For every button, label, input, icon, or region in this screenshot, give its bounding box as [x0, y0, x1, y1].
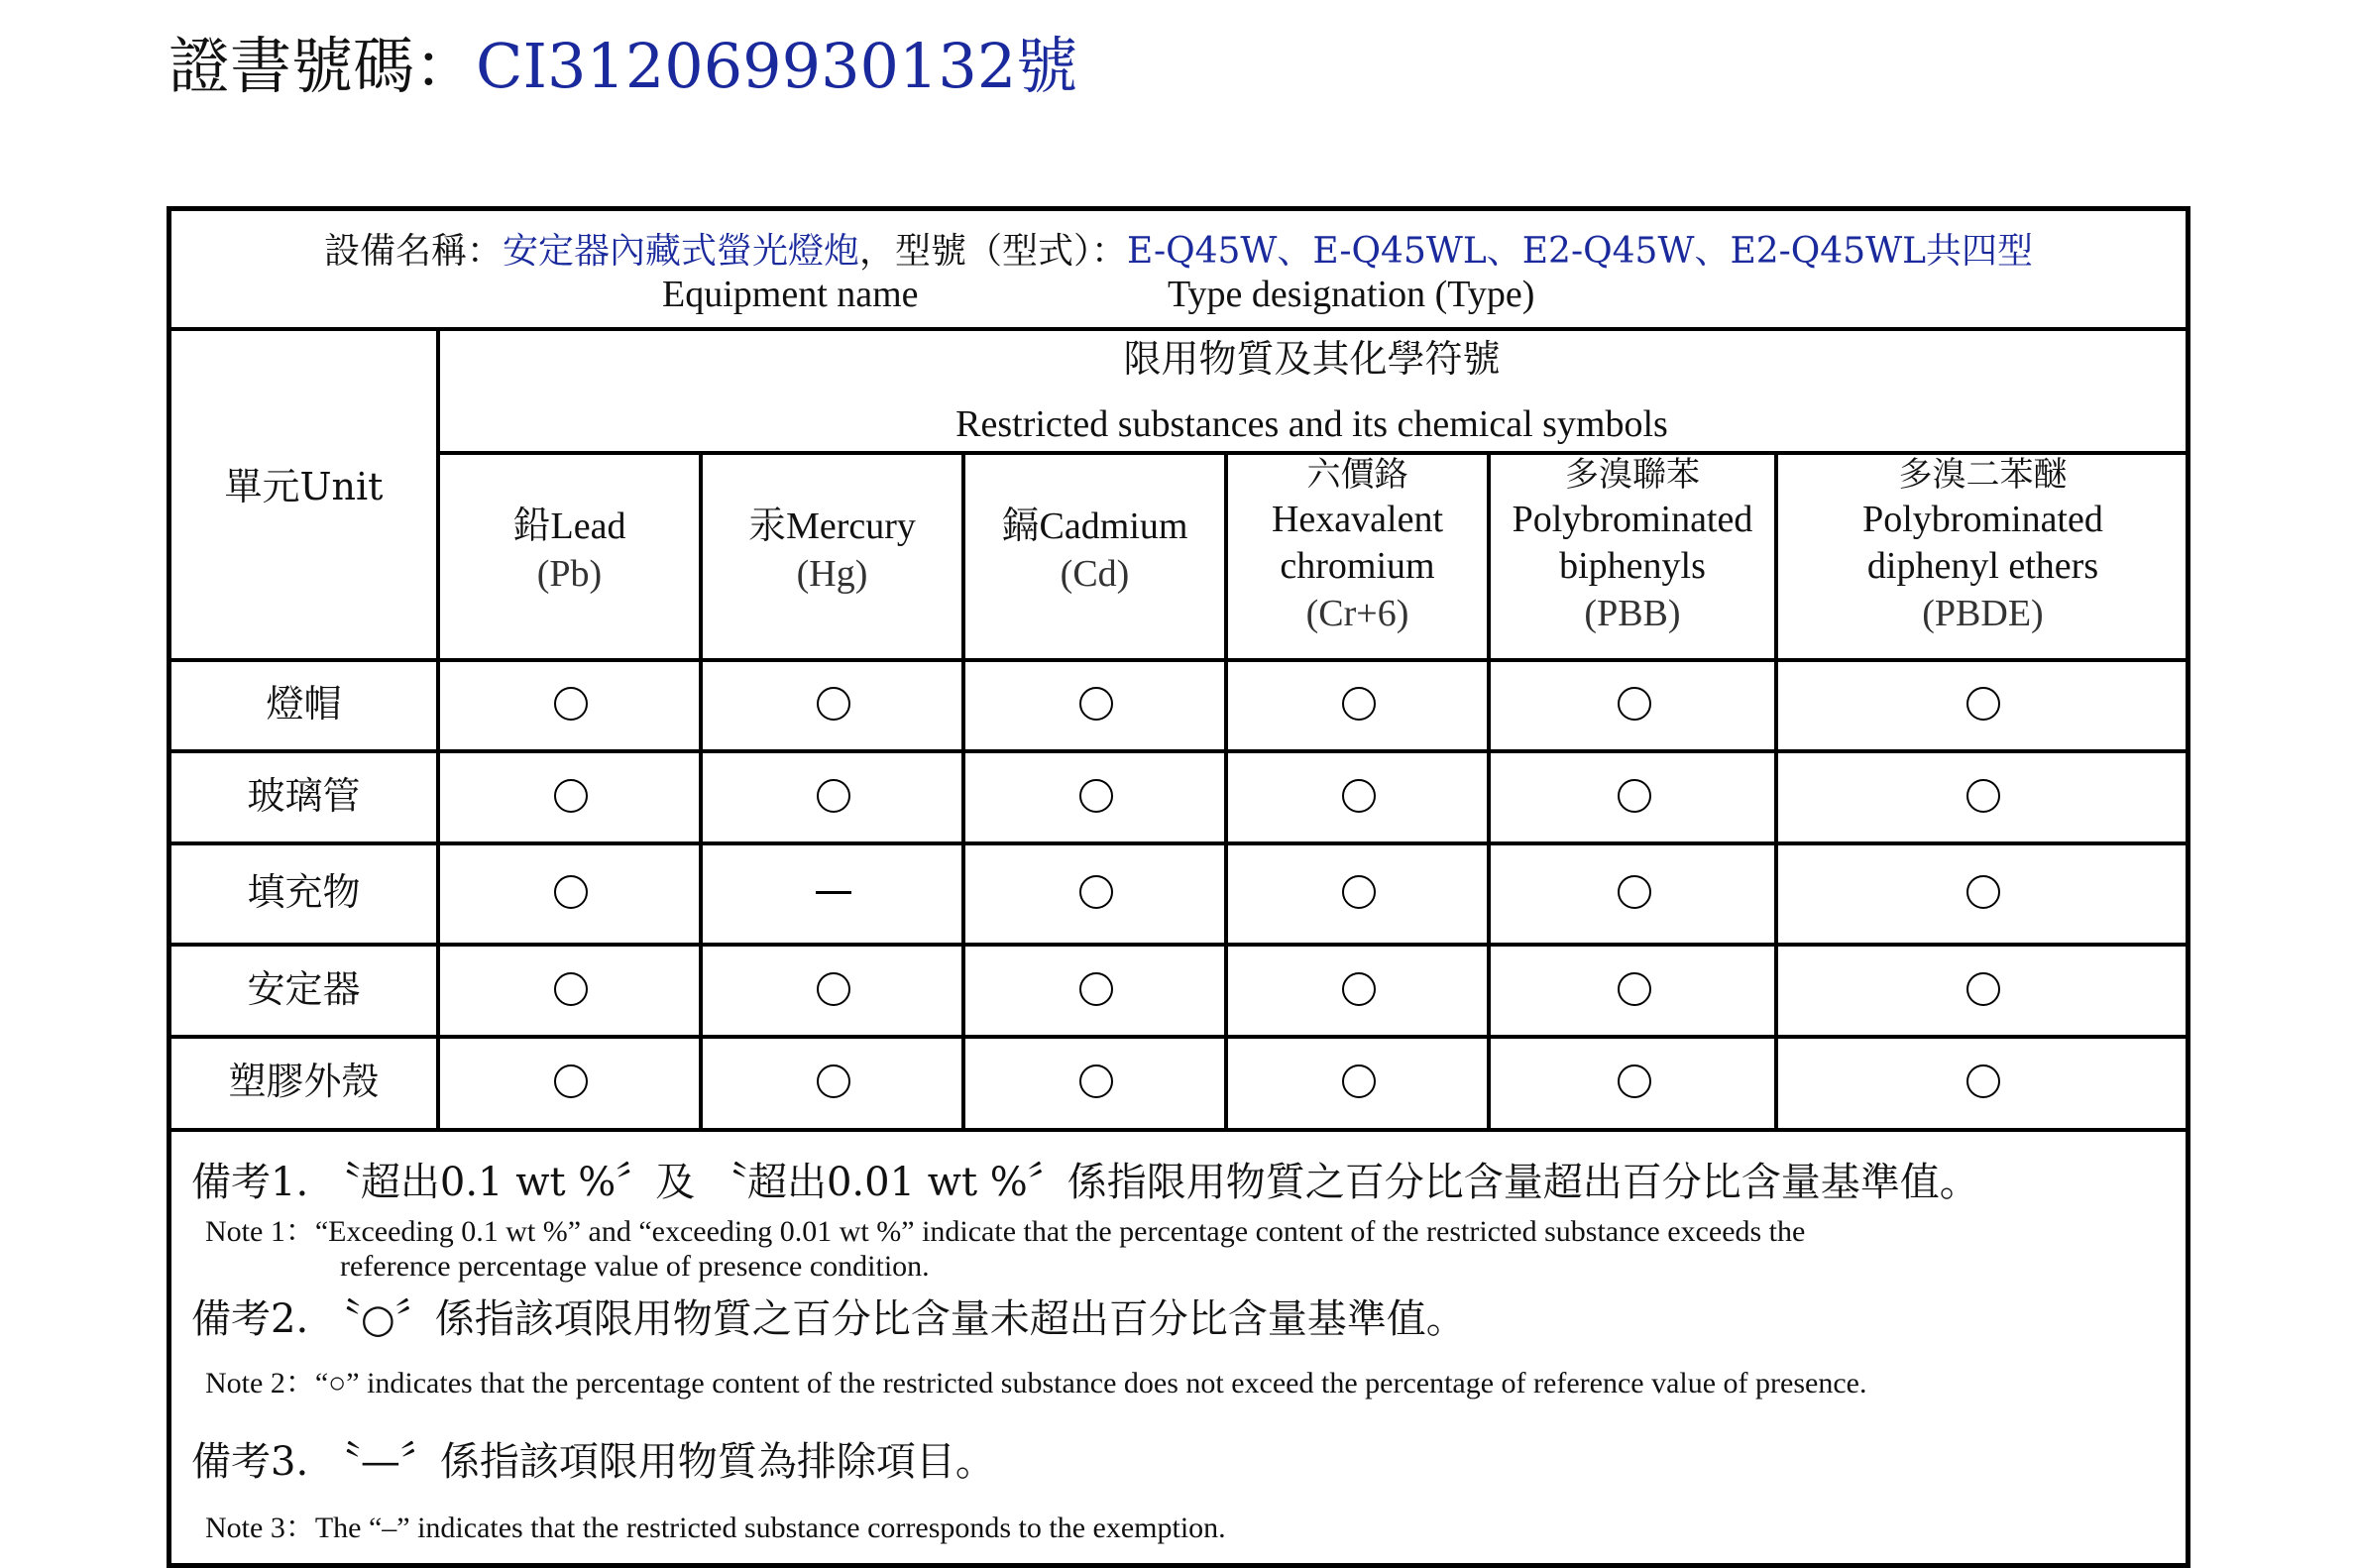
note-1-en: Note 1：“Exceeding 0.1 wt %” and “exceeding 0.01 wt %” indicate that the percentage content of the restricted substance exceeds the: [205, 1215, 1806, 1248]
row-unit-plastic-housing: 塑膠外殼: [228, 1060, 380, 1103]
row-unit-filler: 填充物: [247, 870, 361, 914]
row-unit-glass-tube: 玻璃管: [247, 774, 361, 818]
mark-circle: [1079, 972, 1113, 1006]
column-symbol: (Hg): [796, 552, 868, 595]
column-name-2: diphenyl ethers: [1866, 545, 2099, 587]
mark-circle: [817, 1064, 850, 1098]
mark-circle: [1342, 1064, 1376, 1098]
mark-dash: [816, 891, 851, 894]
unit-header: 單元Unit: [224, 465, 384, 508]
column-name: Hexavalent: [1271, 498, 1444, 540]
column-name-2: biphenyls: [1559, 545, 1706, 587]
column-header-mercury: [703, 504, 961, 598]
mark-circle: [1618, 687, 1651, 721]
divider-header: [171, 327, 2188, 331]
divider-row-3: [171, 943, 2188, 947]
mark-circle: [1342, 972, 1376, 1006]
note-2-en: Note 2：“○” indicates that the percentage content of the restricted substance does not exceed the percentage of reference value of presence.: [205, 1367, 1867, 1400]
column-symbol: (Cr+6): [1305, 592, 1409, 634]
mark-circle: [1342, 779, 1376, 813]
column-header-lead: [440, 504, 699, 598]
note-1-zh: 備考1. 〝超出0.1 wt %〞及 〝超出0.01 wt %〞係指限用物質之百分比含量超出百分比含量基準值。: [191, 1160, 1979, 1205]
column-name-zh: 六價鉻: [1306, 455, 1408, 495]
mark-circle: [817, 779, 850, 813]
divider-row-5: [171, 1128, 2188, 1132]
mark-circle: [817, 687, 850, 721]
mark-circle: [1966, 972, 2000, 1006]
row-unit-lamp-cap: 燈帽: [266, 682, 342, 726]
mark-circle: [1966, 875, 2000, 909]
note-1-en-cont: reference percentage value of presence condition.: [340, 1250, 930, 1283]
column-name-zh: 多溴二苯醚: [1898, 455, 2068, 495]
column-header-hexavalent-chromium: [1228, 454, 1487, 637]
type-label: ，型號（型式）：: [858, 231, 1127, 272]
type-designation-en: Type designation (Type): [1168, 274, 1535, 315]
column-header-pbb: [1491, 454, 1774, 637]
column-name: 汞Mercury: [748, 505, 916, 547]
column-name-zh: 多溴聯苯: [1565, 455, 1700, 495]
mark-circle: [1966, 779, 2000, 813]
mark-circle: [554, 972, 588, 1006]
mark-circle: [1966, 687, 2000, 721]
type-value: E-Q45W、E-Q45WL、E2-Q45W、E2-Q45WL共四型: [1127, 231, 2034, 272]
equipment-line: [171, 223, 2186, 274]
mark-circle: [1079, 687, 1113, 721]
column-name: 鉛Lead: [512, 505, 626, 547]
note-3-en: Note 3：The “–” indicates that the restricted substance corresponds to the exemption.: [205, 1512, 1226, 1544]
equipment-name-value: 安定器內藏式螢光燈炮: [502, 231, 859, 272]
mark-circle: [554, 779, 588, 813]
certificate-label: 證書號碼：: [168, 30, 477, 102]
divider-row-4: [171, 1035, 2188, 1039]
column-symbol: (PBB): [1584, 592, 1681, 634]
mark-circle: [1342, 687, 1376, 721]
column-name: Polybrominated: [1512, 498, 1753, 540]
equipment-name-en: Equipment name: [662, 274, 919, 315]
note-3-zh: 備考3. 〝—〞係指該項限用物質為排除項目。: [191, 1439, 995, 1485]
column-symbol: (Cd): [1060, 552, 1130, 595]
mark-circle: [817, 972, 850, 1006]
equipment-name-label: 設備名稱：: [323, 231, 503, 272]
certificate-title: [168, 30, 1077, 103]
mark-circle: [554, 687, 588, 721]
mark-circle: [1079, 779, 1113, 813]
row-unit-ballast: 安定器: [247, 967, 361, 1011]
mark-circle: [1342, 875, 1376, 909]
mark-circle: [554, 1064, 588, 1098]
mark-circle: [1966, 1064, 2000, 1098]
mark-circle: [1618, 779, 1651, 813]
divider-row-1: [171, 749, 2188, 753]
divider-row-2: [171, 841, 2188, 845]
mark-circle: [1618, 875, 1651, 909]
column-name: Polybrominated: [1862, 498, 2103, 540]
certificate-number: CI312069930132號: [476, 30, 1078, 102]
rohs-table: [167, 206, 2190, 1568]
mark-circle: [1079, 1064, 1113, 1098]
column-symbol: (PBDE): [1922, 592, 2044, 634]
column-symbol: (Pb): [536, 552, 603, 595]
note-2-zh: 備考2. 〝○〞係指該項限用物質之百分比含量未超出百分比含量基準值。: [191, 1296, 1466, 1342]
group-header-en: Restricted substances and its chemical symbols: [955, 403, 1668, 445]
column-name-2: chromium: [1280, 545, 1435, 587]
mark-circle: [1618, 1064, 1651, 1098]
divider-columns: [171, 658, 2188, 662]
group-header-zh: 限用物質及其化學符號: [1123, 337, 1501, 381]
column-header-pbde: [1778, 454, 2188, 637]
mark-circle: [554, 875, 588, 909]
mark-circle: [1618, 972, 1651, 1006]
column-header-cadmium: [965, 504, 1224, 598]
mark-circle: [1079, 875, 1113, 909]
column-name: 鎘Cadmium: [1001, 505, 1188, 547]
